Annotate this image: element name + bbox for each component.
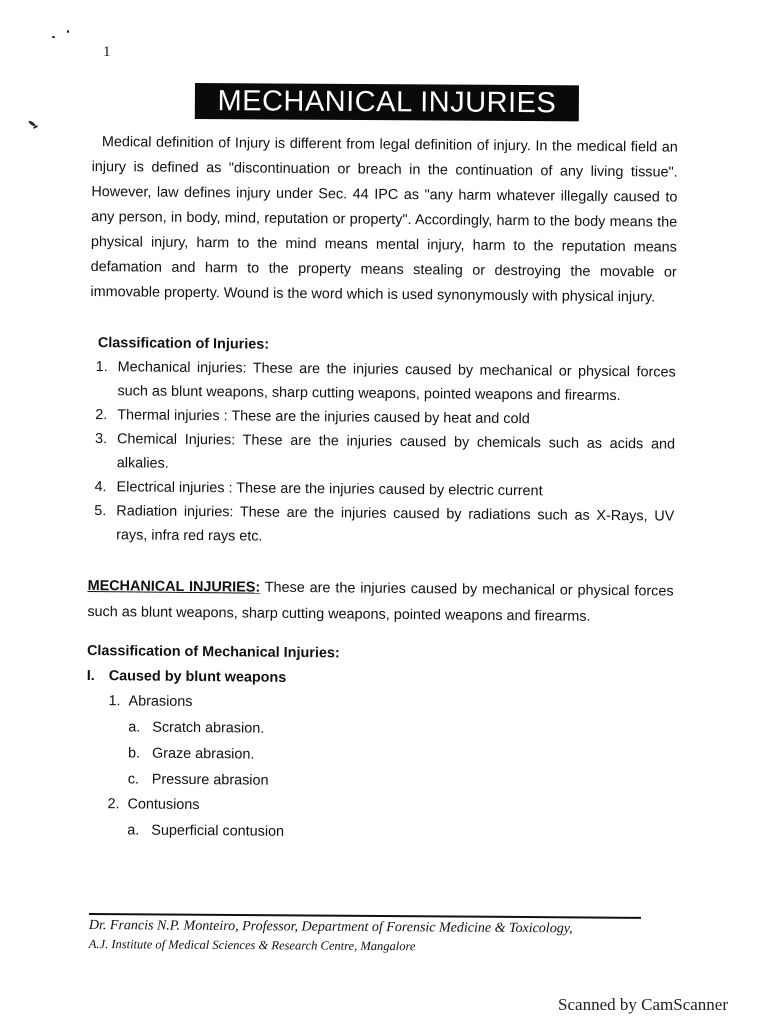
list-number: 2. xyxy=(95,407,108,424)
section-title: Caused by blunt weapons xyxy=(108,668,287,687)
page-number: 1 xyxy=(103,44,111,60)
list-text: Scratch abrasion. xyxy=(152,719,265,738)
list-number: 4. xyxy=(94,479,107,496)
list-letter: a. xyxy=(128,719,141,736)
list-text: Superficial contusion xyxy=(151,822,285,841)
mechanical-text: These are the injuries caused by mechanical or physical forces such as blunt weapons, sharp cutting weapons, pointed weapons and firearms. xyxy=(87,579,674,625)
list-number: 5. xyxy=(94,503,107,520)
list-text: Abrasions xyxy=(128,693,193,711)
footer-author: Dr. Francis N.P. Monteiro, Professor, Department of Forensic Medicine & Toxicology, xyxy=(88,917,573,937)
footer xyxy=(89,916,649,958)
list-number: 2. xyxy=(107,796,120,813)
list-text: Chemical Injuries: These are the injuries caused by chemicals such as acids and alkalies. xyxy=(116,431,676,472)
section-number: I. xyxy=(86,668,95,685)
list-item xyxy=(89,427,675,481)
list-letter: a. xyxy=(127,822,140,839)
list-text: Pressure abrasion xyxy=(151,771,269,790)
list-number: 3. xyxy=(94,431,108,448)
mechanical-classification-heading: Classification of Mechanical Injuries: xyxy=(86,643,340,662)
classification-list xyxy=(88,355,676,553)
footer-institute: A.J. Institute of Medical Sciences & Research Centre, Mangalore xyxy=(88,936,416,954)
list-letter: b. xyxy=(127,745,141,762)
classification-heading: Classification of Injuries: xyxy=(97,335,270,353)
scanner-watermark: Scanned by CamScanner xyxy=(558,995,728,1014)
list-text: Electrical injuries : These are the injuries caused by electric current xyxy=(116,479,543,500)
contusion-type-item xyxy=(85,817,671,849)
list-letter: c. xyxy=(127,771,140,788)
scan-speck xyxy=(67,30,69,33)
list-item xyxy=(89,355,675,409)
list-text: Thermal injuries : These are the injuries caused by heat and cold xyxy=(117,407,530,428)
list-item xyxy=(88,499,674,553)
list-text: Mechanical injuries: These are the injuries caused by mechanical or physical forces such as blunt weapons, sharp cutting weapons, pointed weapons and firearms. xyxy=(117,359,676,405)
mechanical-paragraph xyxy=(87,573,673,631)
document-body xyxy=(85,130,678,849)
mechanical-heading: MECHANICAL INJURIES: xyxy=(87,577,261,596)
list-text: Contusions xyxy=(127,796,200,814)
list-number: 1. xyxy=(108,693,121,710)
page-title: MECHANICAL INJURIES xyxy=(195,83,579,121)
scan-speck xyxy=(52,36,55,38)
list-text: Radiation injuries: These are the injuries caused by radiations such as X-Rays, UV rays, infra red rays etc. xyxy=(116,503,675,545)
scan-mark xyxy=(33,125,38,129)
list-number: 1. xyxy=(95,359,108,376)
intro-paragraph: Medical definition of Injury is different from legal definition of injury. In the medical field an injury is defined as "discontinuation or breach in the continuation of any living tissue". However, law defines injury under Sec. 44 IPC as "any harm whatever illegally caused to any person, in body, mind, reputation or property". Accordingly, harm to the body means the physical injury, harm to the mind means mental injury, harm to the reputation means defamation and harm to the property means stealing or destroying the movable or immovable property. Wound is the word which is used synonymously with physical injury. xyxy=(90,134,678,306)
list-text: Graze abrasion. xyxy=(151,745,255,763)
